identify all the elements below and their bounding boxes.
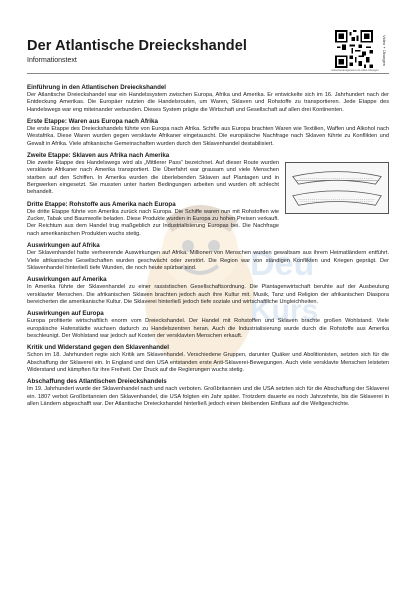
section-criticism (27, 344, 389, 374)
svg-text:Kurs: Kurs (250, 294, 319, 327)
section-text: Die erste Etappe des Dreieckshandels führte von Europa nach Afrika. Schiffe aus Europa brachten Waren wie Textilien, Waffen und Alkohol nach Westafrika. Diese Waren wurden gegen versklavte Afrikaner eingetauscht. Die europäische Nachfrage nach Sklaven führte zu Konflikten und Gewalt in Afrika. Viele afrikanische Gemeinschaften wurden durch den Sklavenhandel destabilisiert. (27, 126, 389, 147)
section-effects-america (27, 276, 389, 306)
section-third-stage (27, 201, 279, 238)
header-divider (27, 73, 389, 74)
section-heading: Einführung in den Atlantischen Dreieckshandel (27, 84, 167, 91)
qr-code[interactable] (335, 30, 373, 68)
section-heading: Abschaffung des Atlantischen Dreieckshandels (27, 378, 167, 386)
section-heading: Auswirkungen auf Afrika (27, 242, 100, 250)
section-heading: Zweite Etappe: Sklaven aus Afrika nach Amerika (27, 152, 170, 160)
section-abolition (27, 378, 389, 408)
section-heading: Dritte Etappe: Rohstoffe aus Amerika nach Europa (27, 200, 176, 208)
section-text: Im 19. Jahrhundert wurde der Sklavenhandel nach und nach verboten. Großbritannien und die USA setzten sich für die Abschaffung der Sklaverei ein. 1807 verbot Großbritannien den Sklavenhandel, die USA folgten ein Jahr später. Trotzdem dauerte es noch Jahrzehnte, bis die Sklaverei in allen Ländern abgeschafft war. Der Atlantische Dreieckshandel hinterließ jedoch einen bleibenden Einfluss auf die Weltgeschichte. (27, 386, 389, 407)
page-title: Der Atlantische Dreieckshandel (27, 38, 248, 54)
stages-with-illustration (27, 152, 389, 242)
qr-caption: wissensmanagement-mit-video-Übungen (331, 69, 379, 72)
section-text: Schon im 18. Jahrhundert regte sich Kritik am Sklavenhandel. Verschiedene Gruppen, darunter Quäker und Abolitionisten, setzten sich für die Abschaffung der Sklaverei ein. In England und den USA entstanden erste Anti-Sklaverei-Bewegungen. Auch viele versklavte Menschen leisteten Widerstand und kämpften für ihre Freiheit. Der Druck auf die Regierungen wuchs stetig. (27, 352, 389, 373)
section-effects-europe (27, 310, 389, 340)
section-text: Der Sklavenhandel hatte verheerende Auswirkungen auf Afrika. Millionen von Menschen wurden gewaltsam aus ihrem Heimatländern entführt. Viele afrikanische Gesellschaften wurden geschwächt oder zerstört. Die Region war von ständigen Konflikten und Kriegen geprägt. Der Sklavenhandel hinterließ tiefe Wunden, die noch heute spürbar sind. (27, 250, 389, 271)
svg-text:Deu: Deu (250, 245, 315, 283)
section-heading: Erste Etappe: Waren aus Europa nach Afrika (27, 118, 158, 126)
article-body (27, 84, 389, 412)
section-text: Die zweite Etappe des Handelswegs wird als „Mittlerer Pass“ bezeichnet. Auf dieser Route wurden versklavte Afrikaner nach Amerika transportiert. Die Überfahrt war grausam und viele Menschen starben auf den Schiffen. In Amerika wurden die überlebenden Sklaven auf Plantagen und in Bergwerken eingesetzt. Sie mussten unter harten Bedingungen arbeiten und wurden oft schlecht behandelt. (27, 160, 279, 196)
section-second-stage (27, 152, 279, 197)
section-text: Die dritte Etappe führte von Amerika zurück nach Europa. Die Schiffe waren nun mit Rohstoffen wie Zucker, Tabak und Baumwolle beladen. Diese Produkte wurden in Europa zu hohen Preisen verkauft. Der Reichtum aus dem Handel trug maßgeblich zur Industrialisierung Europas bei. Die Nachfrage nach amerikanischen Produkten wuchs stetig. (27, 208, 279, 237)
section-first-stage (27, 118, 389, 148)
section-intro (27, 84, 389, 114)
section-heading: Kritik und Widerstand gegen den Sklavenhandel (27, 344, 169, 352)
section-heading: Auswirkungen auf Europa (27, 310, 104, 318)
side-label: Video + Übungen (382, 34, 387, 66)
section-text: Der Atlantische Dreieckshandel war ein Handelssystem zwischen Europa, Afrika und Amerika. Er entwickelte sich im 16. Jahrhundert nach der Entdeckung Amerikas. Die Europäer nutzten die Handelsrouten, um Waren, Sklaven und Rohstoffe zu transportieren. Jede Etappe des Handelswegs war eng miteinander verbunden. Dieses System prägte die Wirtschaft und Gesellschaft auf allen drei Kontinenten. (27, 92, 389, 113)
slave-ship-illustration (285, 162, 389, 214)
section-text: Europa profitierte wirtschaftlich enorm vom Dreieckshandel. Der Handel mit Rohstoffen und Sklaven brachte großen Wohlstand. Viele europäische Hafenstädte wuchsen dadurch zu Handelszentren heran. Auch die Industrialisierung wurde durch die Rohstoffe aus Amerika beschleunigt. Der Wohlstand war jedoch auf Kosten der versklavten Menschen erkauft. (27, 318, 389, 339)
header (27, 38, 327, 64)
section-effects-africa (27, 242, 389, 272)
section-heading: Auswirkungen auf Amerika (27, 276, 107, 284)
page-subtitle: Informationstext (27, 57, 77, 64)
stages-column (27, 152, 279, 242)
section-text: In Amerika führte der Sklavenhandel zu einer rassistischen Gesellschaftsordnung. Die Plantagenwirtschaft beruhte auf der Ausbeutung versklavter Menschen. Die afrikanischen Sklaven brachten jedoch auch ihre Kultur mit. Musik, Tanz und Religion der afrikanischen Diaspora bereicherten die amerikanische Kultur. Die Sklaverei hinterließ jedoch tiefe soziale und wirtschaftliche Ungleichheiten. (27, 284, 389, 305)
